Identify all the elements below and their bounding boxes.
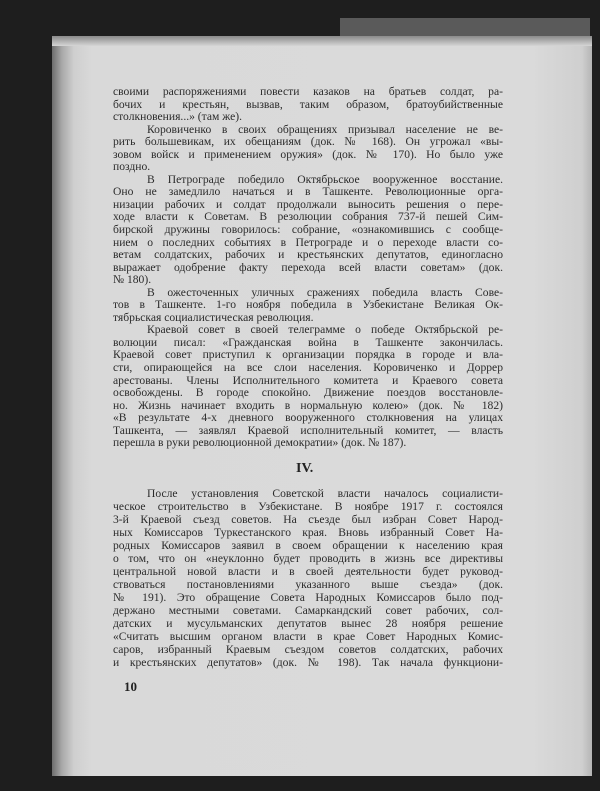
text-line: В ожесточенных уличных сражениях победила власть Сове- xyxy=(147,286,503,299)
text-block-2 xyxy=(113,487,503,669)
text-line: тов в Ташкенте. 1-го ноября победила в Узбекистане Великая Ок- xyxy=(113,299,503,312)
text-line: сти, опирающейся на все слои населения. Коровиченко и Доррер xyxy=(113,362,503,375)
text-line: Ташкента, — заявлял Краевой исполнительный комитет, — власть xyxy=(113,424,503,437)
text-line: ходе власти к Советам. В резолюции собрания 737-й пешей Сим- xyxy=(113,211,503,224)
text-line: № 180). xyxy=(113,274,152,287)
text-line: освобождены. В городе спокойно. Движение поездов восстановле- xyxy=(113,387,503,400)
text-line: «Считать высшим органом власти в крае Совет Народных Комис- xyxy=(113,630,503,643)
text-line: нием о последних событиях в Петрограде и о переходе власти со- xyxy=(113,236,503,249)
text-line: поздно. xyxy=(113,161,151,174)
text-line: столкновения...» (там же). xyxy=(113,111,243,124)
text-line: ствоваться постановлениями указанного выше съезда» (док. xyxy=(113,578,503,591)
text-line: «В результате 4-х дневного вооруженного столкновения на улицах xyxy=(113,412,503,425)
text-line: держано местными советами. Самаркандский совет рабочих, сол- xyxy=(113,604,503,617)
text-line: низации рабочих и солдат продолжали выносить решения о пере- xyxy=(113,198,503,211)
text-line: ческое строительство в Узбекистане. В ноябре 1917 г. состоялся xyxy=(113,500,503,513)
text-line: выражает одобрение факту перехода всей власти советам» (док. xyxy=(113,261,503,274)
text-line: саров, избранный Краевым съездом советов солдатских, рабочих xyxy=(113,643,503,656)
text-line: арестованы. Члены Исполнительного комитета и Краевого совета xyxy=(113,374,503,387)
text-line: зовом войск и применением оружия» (док. № 170). Но было уже xyxy=(113,148,503,161)
text-line: ветам солдатских, рабочих и крестьянских депутатов, единогласно xyxy=(113,249,503,262)
text-line: Краевой совет в своей телеграмме о победе Октябрьской ре- xyxy=(147,324,503,337)
text-line: волюции писал: «Гражданская война в Ташкенте закончилась. xyxy=(113,336,503,349)
text-line: бирской дружины говорилось: собрание, «ознакомившись с сообще- xyxy=(113,224,503,237)
page-number: 10 xyxy=(124,679,137,694)
text-line: перешла в руки революционной демократии» (док. № 187). xyxy=(113,437,407,450)
text-line: своими распоряжениями повести казаков на братьев солдат, ра- xyxy=(113,86,503,98)
text-block-1 xyxy=(113,86,503,450)
text-line: бочих и крестьян, вызвав, таким образом, братоубийственные xyxy=(113,98,503,111)
text-line: и крестьянских депутатов» (док. № 198). Так начала функциони- xyxy=(113,656,503,669)
text-line: Оно не замедлило начаться и в Ташкенте. Революционные орга- xyxy=(113,186,503,199)
text-line: 3-й Краевой съезд советов. На съезде был избран Совет Народ- xyxy=(113,513,503,526)
text-line: центральной новой власти и в своей деятельности будет руковод- xyxy=(113,565,503,578)
text-line: № 191). Это обращение Совета Народных Комиссаров было под- xyxy=(113,591,503,604)
text-line: родных Комиссаров заявил в своем обращении к населению края xyxy=(113,539,503,552)
text-line: рить большевикам, их обещаниям (док. № 168). Он угрожал «вы- xyxy=(113,136,503,149)
text-line: о том, что он «неуклонно будет проводить в жизнь все директивы xyxy=(113,552,503,565)
scan-background-edge xyxy=(340,18,590,38)
section-heading: IV. xyxy=(296,461,314,476)
text-line: В Петрограде победило Октябрьское вооруженное восстание. xyxy=(147,173,503,186)
text-line: После установления Советской власти началось социалисти- xyxy=(147,487,503,500)
text-line: ных Комиссаров Туркестанского края. Вновь избранный Совет На- xyxy=(113,526,503,539)
text-line: но. Жизнь начинает входить в нормальную колею» (док. № 182) xyxy=(113,399,503,412)
text-line: Краевой совет приступил к организации порядка в городе и вла- xyxy=(113,349,503,362)
text-line: датских и мусульманских депутатов вынес 28 ноября решение xyxy=(113,617,503,630)
text-line: тябрьская социалистическая революция. xyxy=(113,311,314,324)
text-line: Коровиченко в своих обращениях призывал население не ве- xyxy=(147,123,503,136)
